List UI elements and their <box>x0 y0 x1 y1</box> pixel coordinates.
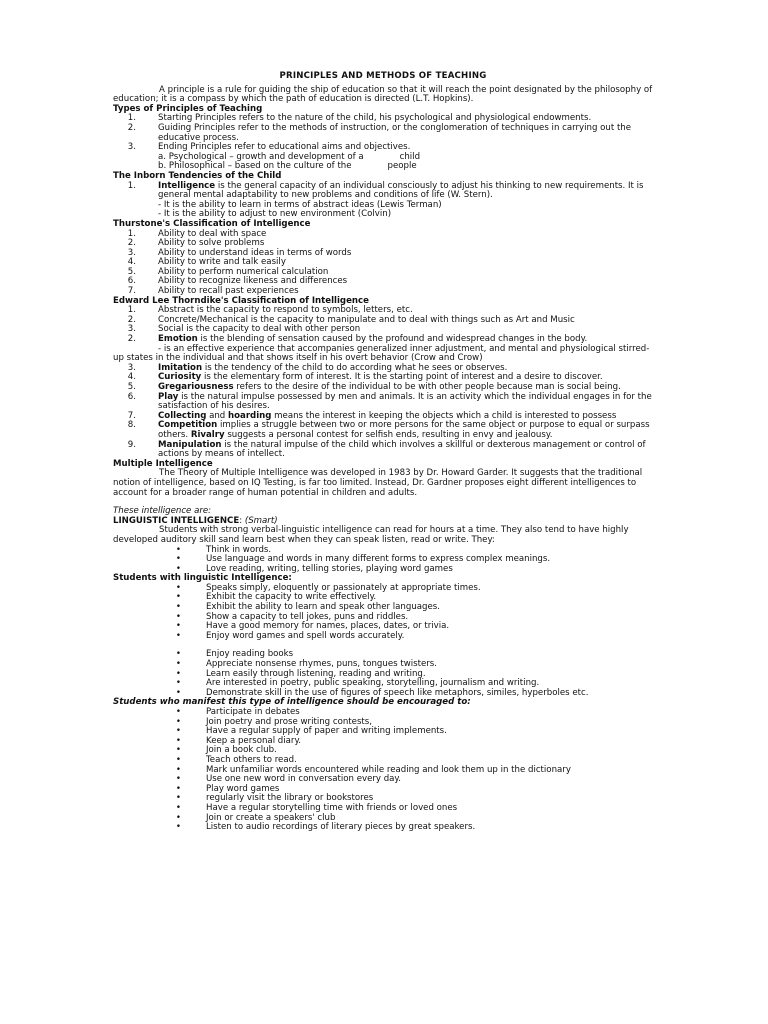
types-sub-b: b. Philosophical – based on the culture of the people <box>158 161 417 172</box>
linguistic-heading: LINGUISTIC INTELLIGENCE: (Smart) <box>113 515 278 526</box>
document-body <box>113 72 653 833</box>
list-item: • Are interested in poetry, public speaking, storytelling, journalism and writing. <box>175 678 540 689</box>
list-item: 9. Manipulation is the natural impulse of the child which involves a skillful or dexterous management or control of actions by means of intellect. <box>127 439 646 460</box>
inborn-extra-1: - It is the ability to learn in terms of abstract ideas (Lewis Terman) <box>158 199 442 210</box>
students-list <box>113 584 653 642</box>
list-item: 4. Ability to write and talk easily <box>127 257 286 268</box>
list-item: • regularly visit the library or bookstores <box>175 793 374 804</box>
list-item: 3. Imitation is the tendency of the child to do according what he sees or observes. <box>127 362 508 373</box>
list-item: • Listen to audio recordings of literary pieces by great speakers. <box>175 822 476 833</box>
list-item: 2. Guiding Principles refer to the methods of instruction, or the conglomeration of techniques in carrying out the educative process. <box>127 122 632 143</box>
list-item: • Join poetry and prose writing contests, <box>175 716 373 727</box>
they-list <box>113 546 653 575</box>
these-intelligence-label: These intelligence are: <box>113 506 212 517</box>
list-item: 5. Gregariousness refers to the desire of the individual to be with other people because man is social being. <box>127 382 621 392</box>
list-item: • Play word games <box>175 783 280 794</box>
types-sub-a: a. Psychological – growth and development of a child <box>158 151 421 162</box>
intro-paragraph: A principle is a rule for guiding the ship of education so that it will reach the point designated by the philosophy of education; it is a compass by which the path of education is directed (L.T. Hopkins). <box>113 84 653 105</box>
list-item: • Demonstrate skill in the use of figures of speech like metaphors, similes, hyperboles etc. <box>175 687 589 698</box>
list-item: 3. Ability to understand ideas in terms of words <box>127 247 352 258</box>
list-item: • Show a capacity to tell jokes, puns and riddles. <box>175 611 409 622</box>
list-item: • Appreciate nonsense rhymes, puns, tongues twisters. <box>175 659 437 670</box>
list-item: 6. Play is the natural impulse possessed by men and animals. It is an activity which the individual engages in for the satisfaction of his desires. <box>127 391 652 412</box>
list-item: • Have a good memory for names, places, dates, or trivia. <box>175 621 450 632</box>
list-item: 7. Ability to recall past experiences <box>127 286 299 297</box>
list-item: 5. Ability to perform numerical calculation <box>127 266 329 277</box>
multiple-paragraph: The Theory of Multiple Intelligence was developed in 1983 by Dr. Howard Garder. It suggests that the traditional notion of intelligence, based on IQ Testing, is far too limited. Instead, Dr. Gardner proposes eight different intelligences to account for a broader range of human potential in children and adults. <box>113 468 643 498</box>
list-item: 1. Intelligence is the general capacity of an individual consciously to adjust his thinking to new requirements. It is general mental adaptability to new problems and conditions of life (W. Stern). <box>127 180 644 201</box>
list-item: • Have a regular storytelling time with friends or loved ones <box>175 802 458 813</box>
thurstone-list <box>113 230 653 297</box>
list-item: 7. Collecting and hoarding means the interest in keeping the objects which a child is interested to possess <box>127 410 617 421</box>
encouraged-list <box>113 708 653 833</box>
heading-thorndike: Edward Lee Thorndike's Classification of Intelligence <box>113 295 369 306</box>
list-item: 8. Competition implies a struggle between two or more persons for the same object or purpose to equal or surpass others. Rivalry suggests a personal contest for selfish ends, resulting in envy and jealousy. <box>127 420 650 440</box>
list-item: • Use one new word in conversation every day. <box>175 774 402 785</box>
list-item: • Join a book club. <box>175 745 277 756</box>
list-item: • Use language and words in many different forms to express complex meanings. <box>175 554 551 565</box>
list-item: 6. Ability to recognize likeness and differences <box>127 276 348 287</box>
linguistic-paragraph: Students with strong verbal-linguistic intelligence can read for hours at a time. They also tend to have highly developed auditory skill sand learn best when they can speak listen, read or write. They: <box>113 525 629 545</box>
list-item: • Join or create a speakers' club <box>175 812 336 823</box>
list-item: • Speaks simply, eloquently or passionately at appropriate times. <box>175 582 481 593</box>
emotion-continuation: - is an effective experience that accompanies generalized inner adjustment, and mental and physiological stirred-up states in the individual and that shows itself in his overt behavior (Crow and Crow) <box>113 343 650 364</box>
list-item: 3. Social is the capacity to deal with other person <box>127 324 361 335</box>
list-item: • Have a regular supply of paper and writing implements. <box>175 726 447 737</box>
heading-types: Types of Principles of Teaching <box>113 103 263 114</box>
list-item: • Exhibit the ability to learn and speak other languages. <box>175 602 440 613</box>
list-item: • Enjoy reading books <box>175 649 294 660</box>
list-item: • Participate in debates <box>175 707 300 717</box>
page-title: PRINCIPLES AND METHODS OF TEACHING <box>279 71 487 81</box>
inborn-list <box>113 182 653 201</box>
list-item: 2. Emotion is the blending of sensation caused by the profound and widespread changes in the body. <box>127 334 588 345</box>
list-item: • Teach others to read. <box>175 754 297 765</box>
list-item: 2. Concrete/Mechanical is the capacity to manipulate and to deal with things such as Art and Music <box>127 314 575 325</box>
list-item: 1. Starting Principles refers to the nature of the child, his psychological and physiological endowments. <box>127 113 592 124</box>
list-item: • Mark unfamiliar words encountered while reading and look them up in the dictionary <box>175 764 571 775</box>
heading-students-linguistic: Students with linguistic Intelligence: <box>113 573 292 584</box>
list-item: • Keep a personal diary. <box>175 735 302 746</box>
list-item: 4. Curiosity is the elementary form of interest. It is the starting point of interest and a desire to discover. <box>127 372 603 383</box>
list-item: • Love reading, writing, telling stories, playing word games <box>175 563 453 574</box>
thorndike-list <box>113 306 653 335</box>
list-item: • Enjoy word games and spell words accurately. <box>175 630 405 641</box>
heading-multiple: Multiple Intelligence <box>113 458 213 469</box>
inborn-extra-2: - It is the ability to adjust to new environment (Colvin) <box>158 209 392 220</box>
students-list-2 <box>113 650 653 698</box>
heading-inborn: The Inborn Tendencies of the Child <box>113 170 282 181</box>
heading-encouraged: Students who manifest this type of intelligence should be encouraged to: <box>113 697 471 708</box>
list-item: • Think in words. <box>175 544 272 555</box>
list-item: • Exhibit the capacity to write effectively. <box>175 592 377 603</box>
types-list <box>113 114 653 152</box>
heading-thurstone: Thurstone's Classification of Intelligence <box>113 218 311 229</box>
list-item: 2. Ability to solve problems <box>127 238 265 249</box>
behavior-list-2 <box>113 364 653 460</box>
list-item: 1. Ability to deal with space <box>127 228 267 239</box>
list-item: • Learn easily through listening, reading and writing. <box>175 668 426 679</box>
list-item: 3. Ending Principles refer to educational aims and objectives. <box>127 142 411 153</box>
list-item: 1. Abstract is the capacity to respond to symbols, letters, etc. <box>127 305 413 316</box>
